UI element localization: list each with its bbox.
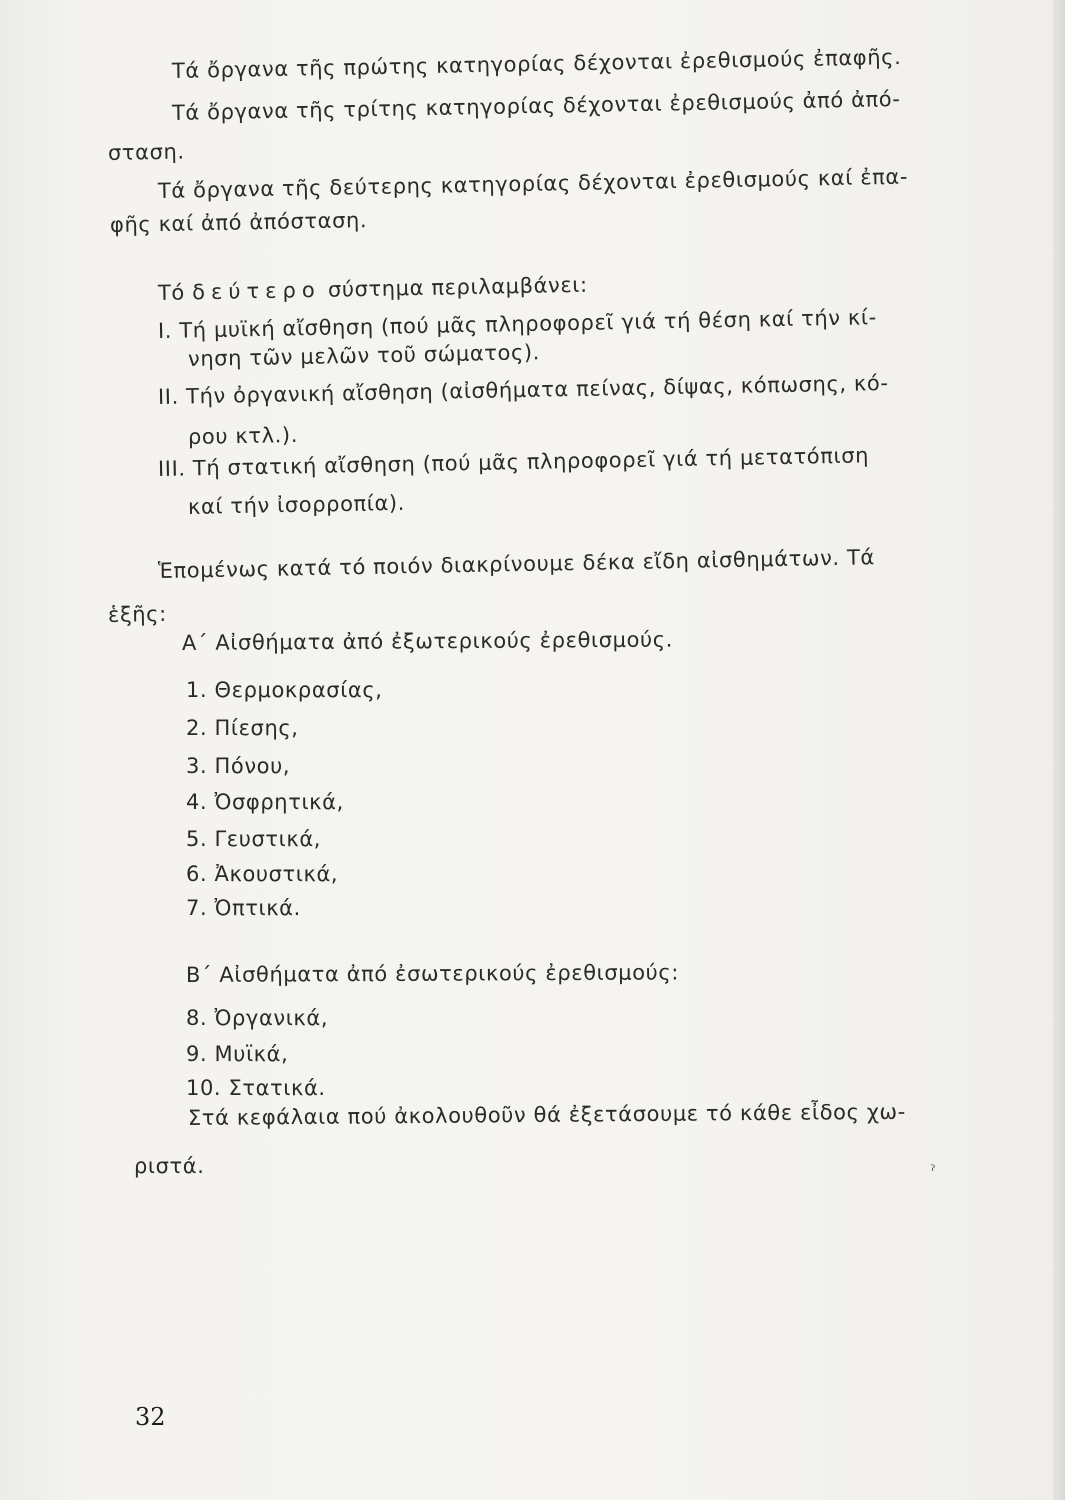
section-heading-a: Α΄ Αἰσθήματα ἀπό ἐξωτερικούς ἐρεθισμούς. — [181, 627, 674, 655]
text-line-13: Ἑπομένως κατά τό ποιόν διακρίνουμε δέκα εἴδη αἰσθημάτων. Τά — [157, 545, 876, 583]
text-line-3: σταση. — [107, 139, 185, 165]
text-line-5: φῆς καί ἀπό ἀπόσταση. — [109, 208, 368, 237]
text-line-1: Τά ὄργανα τῆς πρώτης κατηγορίας δέχονται ἐρεθισμούς ἐπαφῆς. — [171, 44, 902, 83]
text-line-closing: Στά κεφάλαια πού ἀκολουθοῦν θά ἐξετάσουμε τό κάθε εἶδος χω- — [187, 1099, 906, 1130]
section-word-rest: σύστημα περιλαμβάνει: — [327, 272, 588, 302]
section-word-deytero-spaced: δεύτερο — [191, 277, 321, 305]
list-item-9: 9. Μυϊκά, — [186, 1042, 289, 1066]
text-line-12: καί τήν ἰσορροπία). — [187, 490, 406, 519]
list-item-2: 2. Πίεσης, — [186, 716, 299, 740]
text-line-6 — [158, 272, 588, 306]
text-line-10: ρου κτλ.). — [187, 422, 299, 449]
list-item-7: 7. Ὀπτικά. — [186, 896, 301, 920]
text-line-2: Τά ὄργανα τῆς τρίτης κατηγορίας δέχονται ἐρεθισμούς ἀπό ἀπό- — [171, 87, 901, 125]
text-line-closing-end: ριστά. — [134, 1154, 205, 1178]
text-line-8: νηση τῶν μελῶν τοῦ σώματος). — [187, 340, 541, 371]
list-item-4: 4. Ὀσφρητικά, — [186, 790, 344, 814]
text-line-4: Τά ὄργανα τῆς δεύτερης κατηγορίας δέχονται ἐρεθισμούς καί ἐπα- — [157, 164, 909, 203]
text-line-11: III. Τή στατική αἴσθηση (πού μᾶς πληροφορεῖ γιά τή μετατόπιση — [157, 443, 870, 481]
list-item-8: 8. Ὀργανικά, — [186, 1006, 329, 1030]
section-word-to: Τό — [157, 280, 186, 305]
list-item-5: 5. Γευστικά, — [186, 827, 322, 851]
list-item-6: 6. Ἀκουστικά, — [186, 862, 339, 886]
text-line-14: ἑξῆς: — [107, 601, 168, 627]
text-line-7: I. Τή μυϊκή αἴσθηση (πού μᾶς πληροφορεῖ γιά τή θέση καί τήν κί- — [157, 305, 877, 343]
page-edge-shadow — [1053, 0, 1065, 1500]
stray-ink-mark: ˀ — [930, 1162, 936, 1180]
text-line-9: II. Τήν ὀργανική αἴσθηση (αἰσθήματα πείνας, δίψας, κόπωσης, κό- — [157, 370, 889, 409]
list-item-1: 1. Θερμοκρασίας, — [186, 678, 383, 702]
page-number: 32 — [135, 1403, 166, 1431]
list-item-10: 10. Στατικά. — [186, 1076, 326, 1100]
section-heading-b: Β΄ Αἰσθήματα ἀπό ἐσωτερικούς ἐρεθισμούς: — [185, 960, 680, 987]
list-item-3: 3. Πόνου, — [186, 754, 291, 778]
